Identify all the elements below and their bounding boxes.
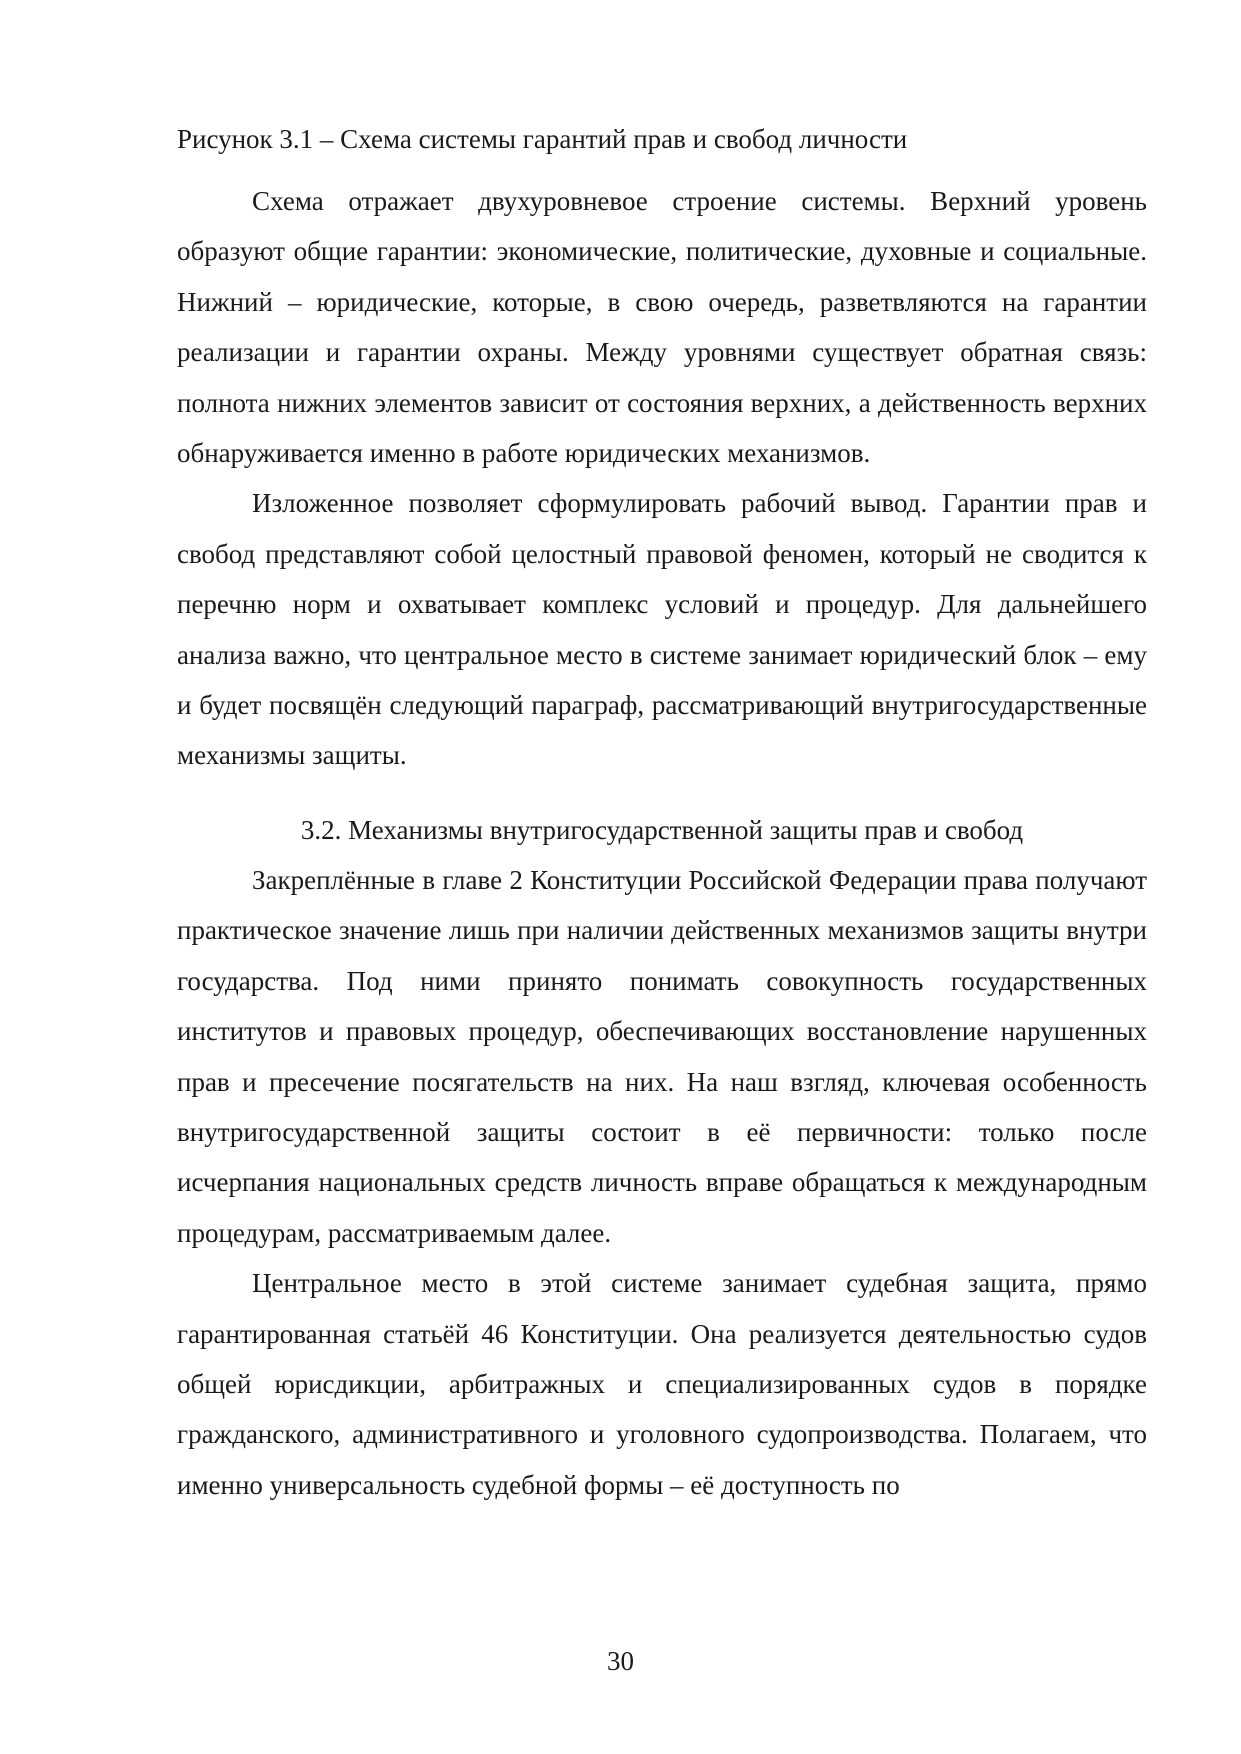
paragraph-scheme-description: Схема отражает двухуровневое строение системы. Верхний уровень образуют общие гарантии: экономические, политические, духовные и социальные. Нижний – юридические, которые, в свою очередь, разветвляются на гарантии реализации и гарантии охраны. Между уровнями существует обратная связь: полнота нижних элементов зависит от состояния верхних, а действенность верхних обнаруживается именно в работе юридических механизмов. — [177, 186, 1147, 469]
paragraph-domestic-mechanisms: Закреплённые в главе 2 Конституции Российской Федерации права получают практическое значение лишь при наличии действенных механизмов защиты внутри государства. Под ними принято понимать совокупность государственных институтов и правовых процедур, обеспечивающих восстановление нарушенных прав и пресечение посягательств на них. На наш взгляд, ключевая особенность внутригосударственной защиты состоит в её первичности: только после исчерпания национальных средств личность вправе обращаться к международным процедурам, рассматриваемым далее. — [177, 864, 1147, 1248]
page-content — [177, 114, 1147, 1510]
figure-caption: Рисунок 3.1 – Схема системы гарантий прав и свобод личности — [177, 124, 908, 154]
paragraph-judicial-protection: Центральное место в этой системе занимает судебная защита, прямо гарантированная статьёй 46 Конституции. Она реализуется деятельностью судов общей юрисдикции, арбитражных и специализированных судов в порядке гражданского, административного и уголовного судопроизводства. Полагаем, что именно универсальность судебной формы – её доступность по — [177, 1268, 1147, 1500]
paragraph-working-conclusion: Изложенное позволяет сформулировать рабочий вывод. Гарантии прав и свобод представляют собой целостный правовой феномен, который не сводится к перечню норм и охватывает комплекс условий и процедур. Для дальнейшего анализа важно, что центральное место в системе занимает юридический блок – ему и будет посвящён следующий параграф, рассматривающий внутригосударственные механизмы защиты. — [177, 488, 1147, 771]
page-number: 30 — [607, 1646, 634, 1676]
section-heading: 3.2. Механизмы внутригосударственной защиты прав и свобод — [300, 814, 1024, 845]
